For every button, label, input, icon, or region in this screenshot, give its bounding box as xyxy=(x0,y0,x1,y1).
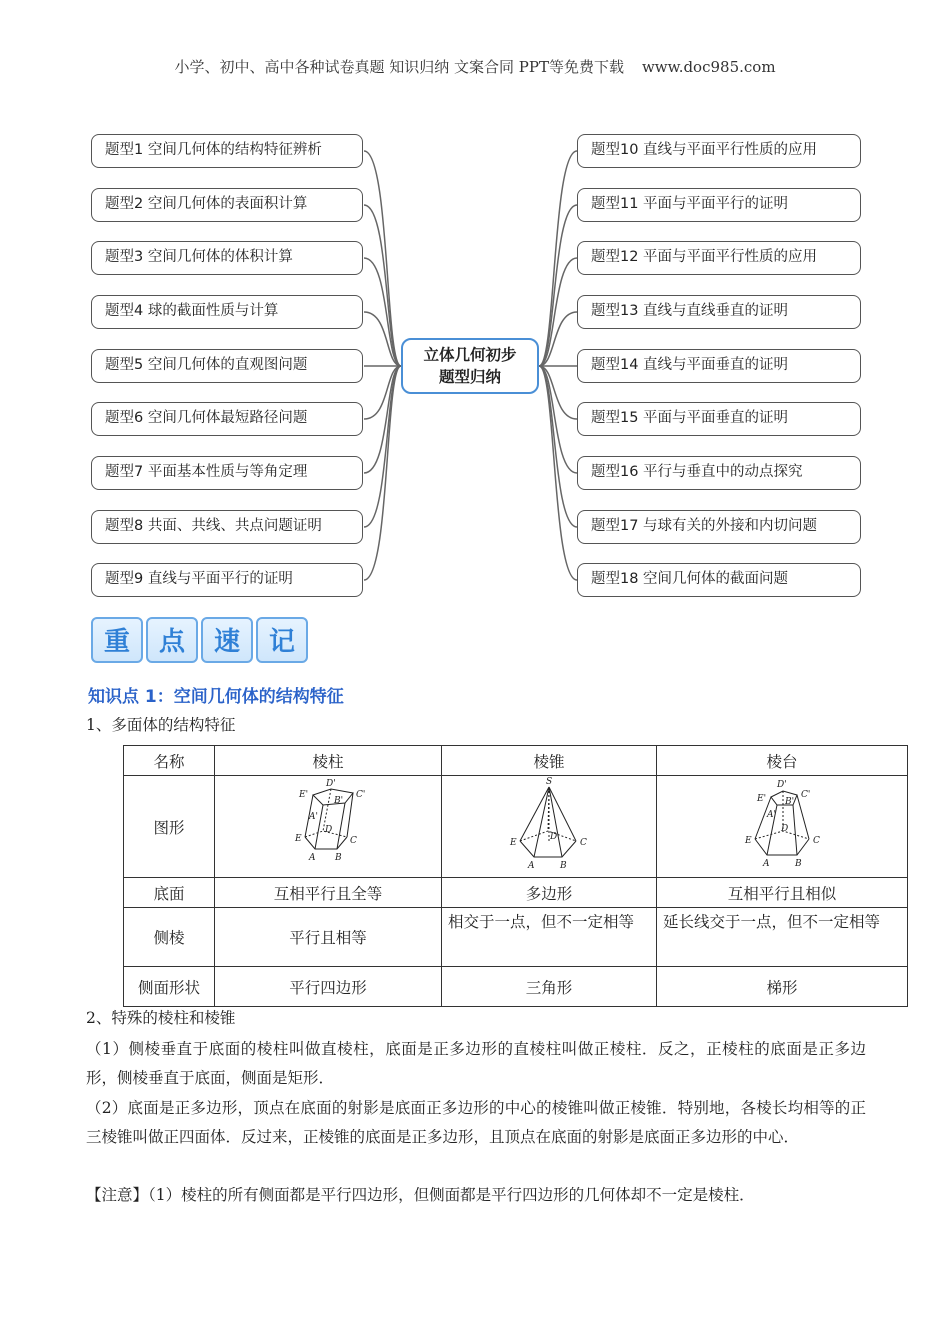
topic-14: 题型14 直线与平面垂直的证明 xyxy=(577,349,861,383)
pyramid-label: D xyxy=(550,831,558,842)
topic-4: 题型4 球的截面性质与计算 xyxy=(91,295,363,329)
prism-label: B' xyxy=(334,795,344,806)
polyhedron-table xyxy=(123,745,908,1007)
prism-label: C' xyxy=(356,789,366,800)
header-url[interactable]: www.doc985.com xyxy=(641,58,776,76)
table-cell: 延长线交于一点，但不一定相等 xyxy=(657,908,908,967)
topic-11: 题型11 平面与平面平行的证明 xyxy=(577,188,861,222)
header-text: 小学、初中、高中各种试卷真题 知识归纳 文案合同 PPT等免费下载 xyxy=(174,58,624,76)
knowledge-point-title: 知识点 1：空间几何体的结构特征 xyxy=(88,687,344,707)
table-cell: 互相平行且相似 xyxy=(657,878,908,908)
header-cell: 棱锥 xyxy=(442,746,657,776)
badge-char-1: 重 xyxy=(91,617,143,663)
table-cell: 平行四边形 xyxy=(215,967,442,1007)
frustum-label: C' xyxy=(801,789,811,800)
frustum-label: D xyxy=(781,823,789,834)
topic-1: 题型1 空间几何体的结构特征辨析 xyxy=(91,134,363,168)
frustum-diagram xyxy=(737,777,827,873)
mind-map xyxy=(0,120,950,610)
prism-label: A xyxy=(309,852,316,863)
frustum-figure-cell xyxy=(657,776,908,878)
prism-label: B xyxy=(335,852,342,863)
topic-18: 题型18 空间几何体的截面问题 xyxy=(577,563,861,597)
note-text: （1）棱柱的所有侧面都是平行四边形，但侧面都是平行四边形的几何体却不一定是棱柱． xyxy=(148,1186,755,1204)
frustum-label: A xyxy=(763,858,770,869)
topic-5: 题型5 空间几何体的直观图问题 xyxy=(91,349,363,383)
topic-16: 题型16 平行与垂直中的动点探究 xyxy=(577,456,861,490)
frustum-label: A' xyxy=(767,809,776,820)
key-points-badge xyxy=(91,617,308,663)
frustum-label: E xyxy=(745,835,752,846)
topic-2: 题型2 空间几何体的表面积计算 xyxy=(91,188,363,222)
header-cell: 棱台 xyxy=(657,746,908,776)
table-row xyxy=(124,878,908,908)
pyramid-figure-cell xyxy=(442,776,657,878)
badge-char-3: 速 xyxy=(201,617,253,663)
frustum-label: B' xyxy=(785,796,795,807)
topic-10: 题型10 直线与平面平行性质的应用 xyxy=(577,134,861,168)
topic-13: 题型13 直线与直线垂直的证明 xyxy=(577,295,861,329)
paragraph-2: （2）底面是正多边形，顶点在底面的射影是底面正多边形的中心的棱锥叫做正棱锥．特别地，各棱长均相等的正三棱锥叫做正四面体．反过来，正棱锥的底面是正多边形，且顶点在底面的射影是底面正多边形的中心． xyxy=(86,1099,866,1146)
topic-6: 题型6 空间几何体最短路径问题 xyxy=(91,402,363,436)
pyramid-label: B xyxy=(560,860,567,871)
table-cell: 平行且相等 xyxy=(215,908,442,967)
section-1-heading: 1、多面体的结构特征 xyxy=(86,716,236,734)
prism-label: C xyxy=(350,835,357,846)
table-row xyxy=(124,908,908,967)
topic-12: 题型12 平面与平面平行性质的应用 xyxy=(577,241,861,275)
figure-label: 图形 xyxy=(124,776,215,878)
frustum-label: B xyxy=(795,858,802,869)
table-row xyxy=(124,967,908,1007)
topic-8: 题型8 共面、共线、共点问题证明 xyxy=(91,510,363,544)
pyramid-label: S xyxy=(546,776,553,787)
note-tag: 【注意】 xyxy=(86,1186,149,1204)
badge-char-2: 点 xyxy=(146,617,198,663)
center-line-1: 立体几何初步 xyxy=(423,346,517,364)
pyramid-label: E xyxy=(510,837,517,848)
topic-9: 题型9 直线与平面平行的证明 xyxy=(91,563,363,597)
table-figure-row xyxy=(124,776,908,878)
table-cell: 多边形 xyxy=(442,878,657,908)
prism-label: E xyxy=(295,833,302,844)
frustum-label: C xyxy=(813,835,820,846)
frustum-label: D' xyxy=(777,779,787,790)
header-cell: 棱柱 xyxy=(215,746,442,776)
topic-15: 题型15 平面与平面垂直的证明 xyxy=(577,402,861,436)
topic-3: 题型3 空间几何体的体积计算 xyxy=(91,241,363,275)
mind-map-center xyxy=(401,338,539,394)
table-cell: 三角形 xyxy=(442,967,657,1007)
header-cell: 名称 xyxy=(124,746,215,776)
prism-figure-cell xyxy=(215,776,442,878)
prism-diagram xyxy=(283,777,373,873)
table-header-row xyxy=(124,746,908,776)
topic-7: 题型7 平面基本性质与等角定理 xyxy=(91,456,363,490)
center-line-2: 题型归纳 xyxy=(438,368,501,386)
prism-label: D xyxy=(325,824,333,835)
topic-17: 题型17 与球有关的外接和内切问题 xyxy=(577,510,861,544)
badge-char-4: 记 xyxy=(256,617,308,663)
prism-label: D' xyxy=(326,778,336,789)
table-cell: 互相平行且全等 xyxy=(215,878,442,908)
row-label: 底面 xyxy=(124,878,215,908)
pyramid-diagram xyxy=(504,777,594,873)
paragraph-1: （1）侧棱垂直于底面的棱柱叫做直棱柱，底面是正多边形的直棱柱叫做正棱柱．反之，正棱柱的底面是正多边形，侧棱垂直于底面，侧面是矩形． xyxy=(86,1040,866,1087)
prism-label: A' xyxy=(309,811,318,822)
prism-label: E' xyxy=(299,789,309,800)
section-2-heading: 2、特殊的棱柱和棱锥 xyxy=(86,1009,236,1027)
table-cell: 相交于一点，但不一定相等 xyxy=(442,908,657,967)
note-paragraph xyxy=(86,1181,866,1210)
pyramid-label: A xyxy=(528,860,535,871)
frustum-label: E' xyxy=(757,793,767,804)
row-label: 侧棱 xyxy=(124,908,215,967)
row-label: 侧面形状 xyxy=(124,967,215,1007)
pyramid-label: C xyxy=(580,837,587,848)
page-header xyxy=(0,56,950,77)
table-cell: 梯形 xyxy=(657,967,908,1007)
